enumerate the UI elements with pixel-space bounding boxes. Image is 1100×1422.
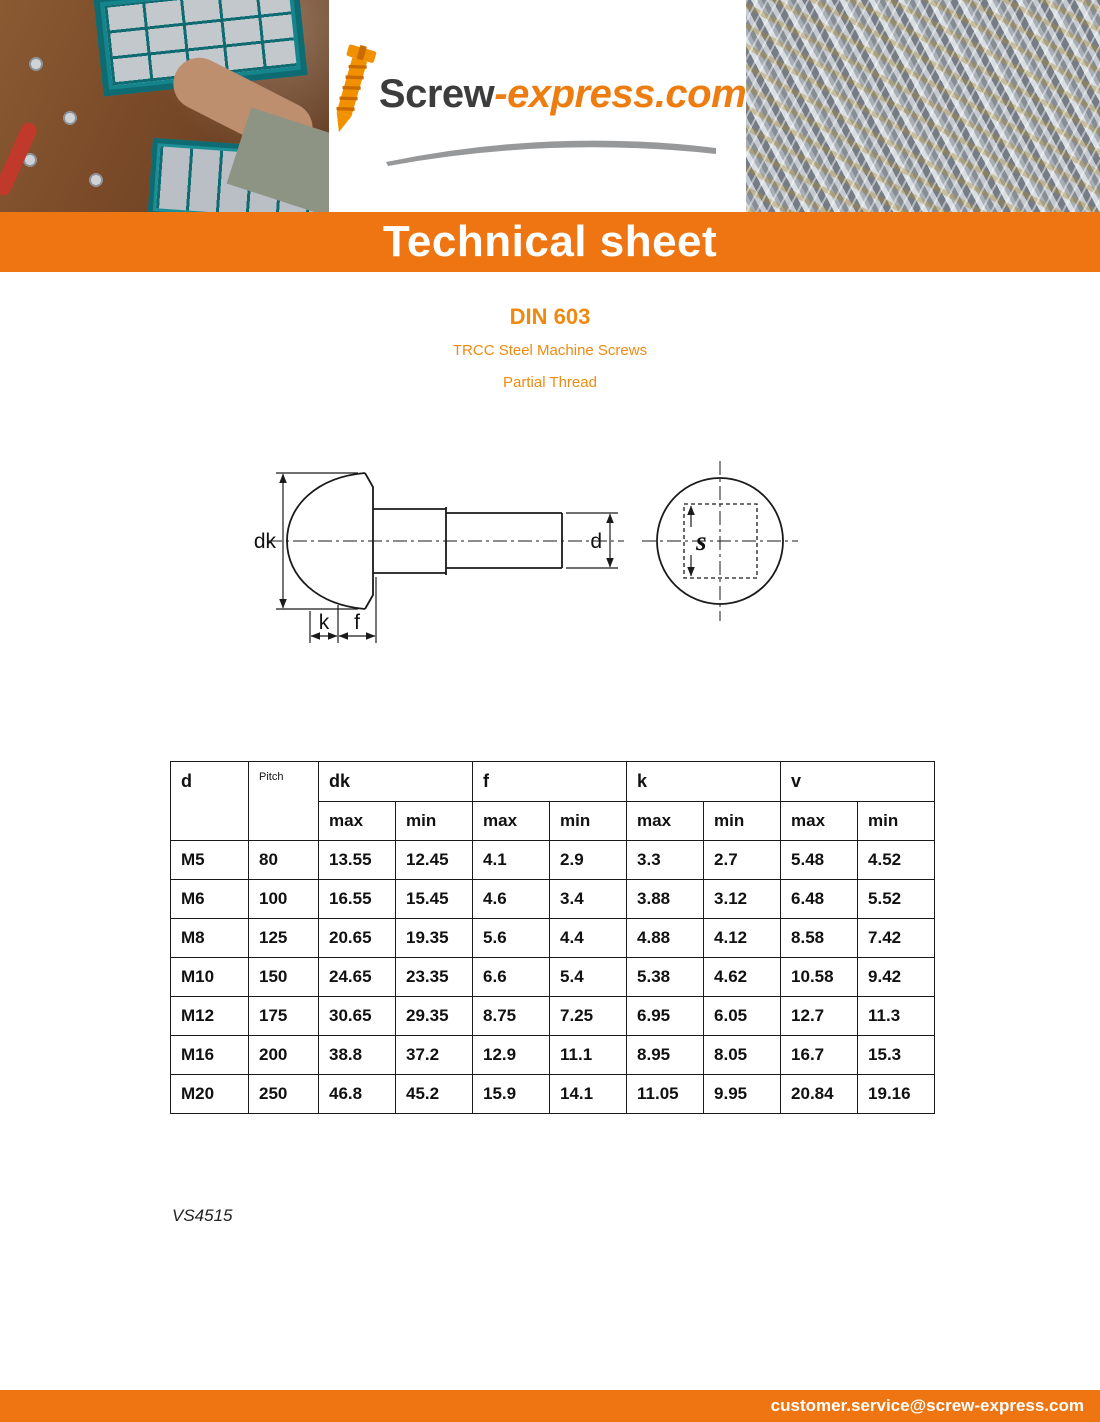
spec-table-body [171, 841, 935, 1114]
spec-value: 4.6 [473, 880, 550, 919]
spec-value: 8.05 [704, 1036, 781, 1075]
spec-value: 8.58 [781, 919, 858, 958]
dim-label-k: k [318, 611, 330, 634]
table-row [171, 1075, 935, 1114]
spec-value: 38.8 [319, 1036, 396, 1075]
spec-value: 13.55 [319, 841, 396, 880]
dim-label-f: f [354, 611, 360, 634]
spec-value: 23.35 [396, 958, 473, 997]
spec-value: 12.7 [781, 997, 858, 1036]
banner-title: Technical sheet [382, 217, 718, 266]
spec-table-head [171, 762, 935, 841]
standard-title: DIN 603 [509, 304, 591, 329]
spec-value: 8.75 [473, 997, 550, 1036]
page-header [0, 0, 1100, 212]
spec-value: 7.42 [858, 919, 935, 958]
spec-value: 15.3 [858, 1036, 935, 1075]
subcol-header-f-min: min [550, 802, 627, 841]
spec-value: 11.1 [550, 1036, 627, 1075]
spec-value: 19.35 [396, 919, 473, 958]
header-photo-screws [746, 0, 1100, 212]
intro-section [0, 304, 1100, 391]
spec-value: 9.95 [704, 1075, 781, 1114]
table-row [171, 880, 935, 919]
spec-value: 80 [249, 841, 319, 880]
dim-label-dk: dk [253, 530, 276, 553]
spec-value: 5.4 [550, 958, 627, 997]
table-row [171, 958, 935, 997]
spec-value: 6.05 [704, 997, 781, 1036]
logo-zone [329, 0, 746, 212]
logo [329, 52, 746, 136]
doc-code: VS4515 [172, 1206, 233, 1225]
spec-value: 3.88 [627, 880, 704, 919]
spec-value: 20.84 [781, 1075, 858, 1114]
spec-value: 175 [249, 997, 319, 1036]
spec-value: 11.3 [858, 997, 935, 1036]
spec-value: 14.1 [550, 1075, 627, 1114]
product-subtitle: TRCC Steel Machine Screws [452, 342, 648, 359]
drawing-section [0, 443, 1100, 663]
subcol-header-k-max: max [627, 802, 704, 841]
row-header: M6 [171, 880, 249, 919]
subcol-header-dk-min: min [396, 802, 473, 841]
spec-value: 3.12 [704, 880, 781, 919]
subcol-header-k-min: min [704, 802, 781, 841]
spec-value: 6.6 [473, 958, 550, 997]
spec-value: 200 [249, 1036, 319, 1075]
spec-value: 9.42 [858, 958, 935, 997]
col-header-f: f [473, 762, 627, 802]
footer-email: customer.service@screw-express.com [770, 1396, 1084, 1415]
row-header: M8 [171, 919, 249, 958]
spec-value: 4.52 [858, 841, 935, 880]
spec-value: 19.16 [858, 1075, 935, 1114]
spec-value: 46.8 [319, 1075, 396, 1114]
dim-label-s: s [696, 526, 707, 556]
spec-value: 250 [249, 1075, 319, 1114]
spec-value: 3.3 [627, 841, 704, 880]
spec-value: 100 [249, 880, 319, 919]
page-footer [0, 1390, 1100, 1422]
spec-value: 5.48 [781, 841, 858, 880]
spec-value: 29.35 [396, 997, 473, 1036]
row-header: M16 [171, 1036, 249, 1075]
spec-value: 4.88 [627, 919, 704, 958]
technical-drawing [250, 443, 850, 663]
logo-text-express: -express.com [494, 71, 747, 116]
subcol-header-v-max: max [781, 802, 858, 841]
spec-value: 12.45 [396, 841, 473, 880]
spec-value: 2.7 [704, 841, 781, 880]
title-banner [0, 212, 1100, 272]
table-row [171, 919, 935, 958]
spec-value: 4.1 [473, 841, 550, 880]
thread-subtitle: Partial Thread [503, 374, 597, 391]
row-header: M10 [171, 958, 249, 997]
spec-value: 5.38 [627, 958, 704, 997]
spec-table [170, 761, 935, 1114]
spec-value: 4.62 [704, 958, 781, 997]
spec-value: 12.9 [473, 1036, 550, 1075]
spec-value: 30.65 [319, 997, 396, 1036]
spec-value: 4.12 [704, 919, 781, 958]
subcol-header-dk-max: max [319, 802, 396, 841]
subcol-header-v-min: min [858, 802, 935, 841]
row-header: M20 [171, 1075, 249, 1114]
row-header: M5 [171, 841, 249, 880]
spec-value: 5.6 [473, 919, 550, 958]
spec-value: 16.55 [319, 880, 396, 919]
spec-value: 2.9 [550, 841, 627, 880]
spec-value: 5.52 [858, 880, 935, 919]
spec-value: 6.95 [627, 997, 704, 1036]
logo-swoosh [386, 140, 716, 166]
spec-value: 6.48 [781, 880, 858, 919]
spec-value: 20.65 [319, 919, 396, 958]
spec-value: 3.4 [550, 880, 627, 919]
spec-value: 37.2 [396, 1036, 473, 1075]
spec-value: 10.58 [781, 958, 858, 997]
logo-text-screw: Screw [378, 71, 495, 116]
spec-value: 15.9 [473, 1075, 550, 1114]
header-photo-workbench [0, 0, 329, 212]
table-row [171, 1036, 935, 1075]
spec-value: 125 [249, 919, 319, 958]
logo-text [379, 72, 746, 117]
col-header-dk: dk [319, 762, 473, 802]
col-header-k: k [627, 762, 781, 802]
spec-value: 24.65 [319, 958, 396, 997]
subcol-header-f-max: max [473, 802, 550, 841]
spec-value: 4.4 [550, 919, 627, 958]
spec-value: 16.7 [781, 1036, 858, 1075]
spec-value: 150 [249, 958, 319, 997]
dim-label-d: d [590, 530, 602, 553]
spec-value: 7.25 [550, 997, 627, 1036]
table-row [171, 841, 935, 880]
col-header-d: d [171, 762, 249, 841]
col-header-pitch: Pitch [249, 762, 319, 841]
spec-value: 8.95 [627, 1036, 704, 1075]
spec-value: 45.2 [396, 1075, 473, 1114]
table-row [171, 997, 935, 1036]
col-header-v: v [781, 762, 935, 802]
row-header: M12 [171, 997, 249, 1036]
spec-value: 11.05 [627, 1075, 704, 1114]
spec-value: 15.45 [396, 880, 473, 919]
photo-decoration-tool [0, 120, 39, 198]
